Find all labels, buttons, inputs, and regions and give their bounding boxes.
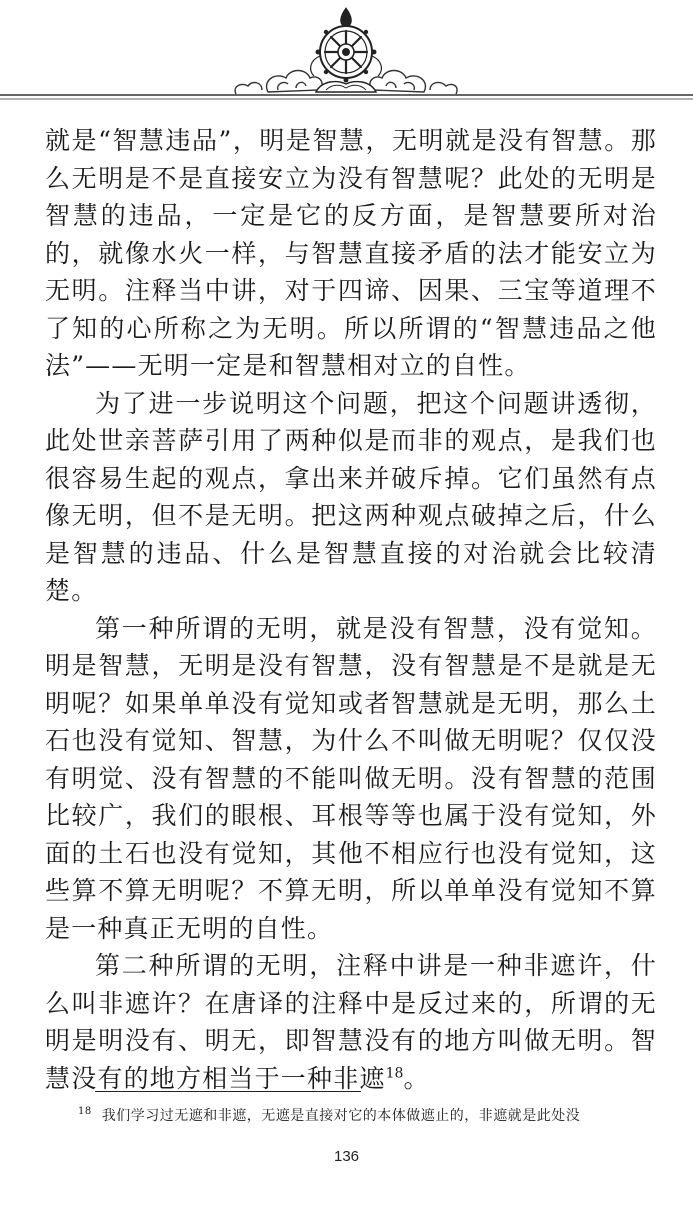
page-number: 136 (333, 1148, 360, 1165)
paragraph-1: 就是“智慧违品”，明是智慧，无明就是没有智慧。那么无明是不是直接安立为没有智慧呢？此处的无明是智慧的违品，一定是它的反方面，是智慧要所对治的，就像水火一样，与智慧直接矛盾的法才能安立为无明。注释当中讲，对于四谛、因果、三宝等道理不了知的心所称之为无明。所以所谓的“智慧违品之他法”——无明一定是和智慧相对立的自性。 (45, 126, 657, 380)
paragraph-4-ending: 。 (403, 1063, 430, 1093)
footnote-number: 18 (78, 1106, 92, 1118)
auspicious-cloud-icon (370, 71, 457, 95)
paragraph-4 (45, 947, 657, 1097)
paragraph-3: 第一种所谓的无明，就是没有智慧，没有觉知。明是智慧，无明是没有智慧，没有智慧是不是就是无明呢？如果单单没有觉知或者智慧就是无明，那么土石也没有觉知、智慧，为什么不叫做无明呢？仅仅没有明觉、没有智慧的不能叫做无明。没有智慧的范围比较广，我们的眼根、耳根等等也属于没有觉知，外面的土石也没有觉知，其他不相应行也没有觉知，这些算不算无明呢？不算无明，所以单单没有觉知不算是一种真正无明的自性。 (45, 613, 657, 943)
footnote-text: 我们学习过无遮和非遮，无遮是直接对它的本体做遮止的，非遮就是此处没 (101, 1108, 581, 1124)
main-text (45, 122, 657, 1097)
paragraph-2: 为了进一步说明这个问题，把这个问题讲透彻，此处世亲菩萨引用了两种似是而非的观点，是我们也很容易生起的观点，拿出来并破斥掉。它们虽然有点像无明，但不是无明。把这两种观点破掉之后，什么是智慧的违品、什么是智慧直接的对治就会比较清楚。 (45, 388, 657, 605)
header-rule (0, 95, 693, 99)
paragraph-4-text: 第二种所谓的无明，注释中讲是一种非遮许，什么叫非遮许？在唐译的注释中是反过来的，所谓的无明是明没有、明无，即智慧没有的地方叫做无明。智慧没有的地方相当于一种非遮 (45, 951, 657, 1093)
footnote-divider (95, 1091, 361, 1092)
page-header-ornament (0, 0, 693, 110)
dharma-wheel-icon (311, 8, 382, 92)
footnote-reference[interactable]: 18 (385, 1065, 404, 1082)
auspicious-cloud-icon (235, 71, 322, 95)
footnote (78, 1106, 678, 1126)
